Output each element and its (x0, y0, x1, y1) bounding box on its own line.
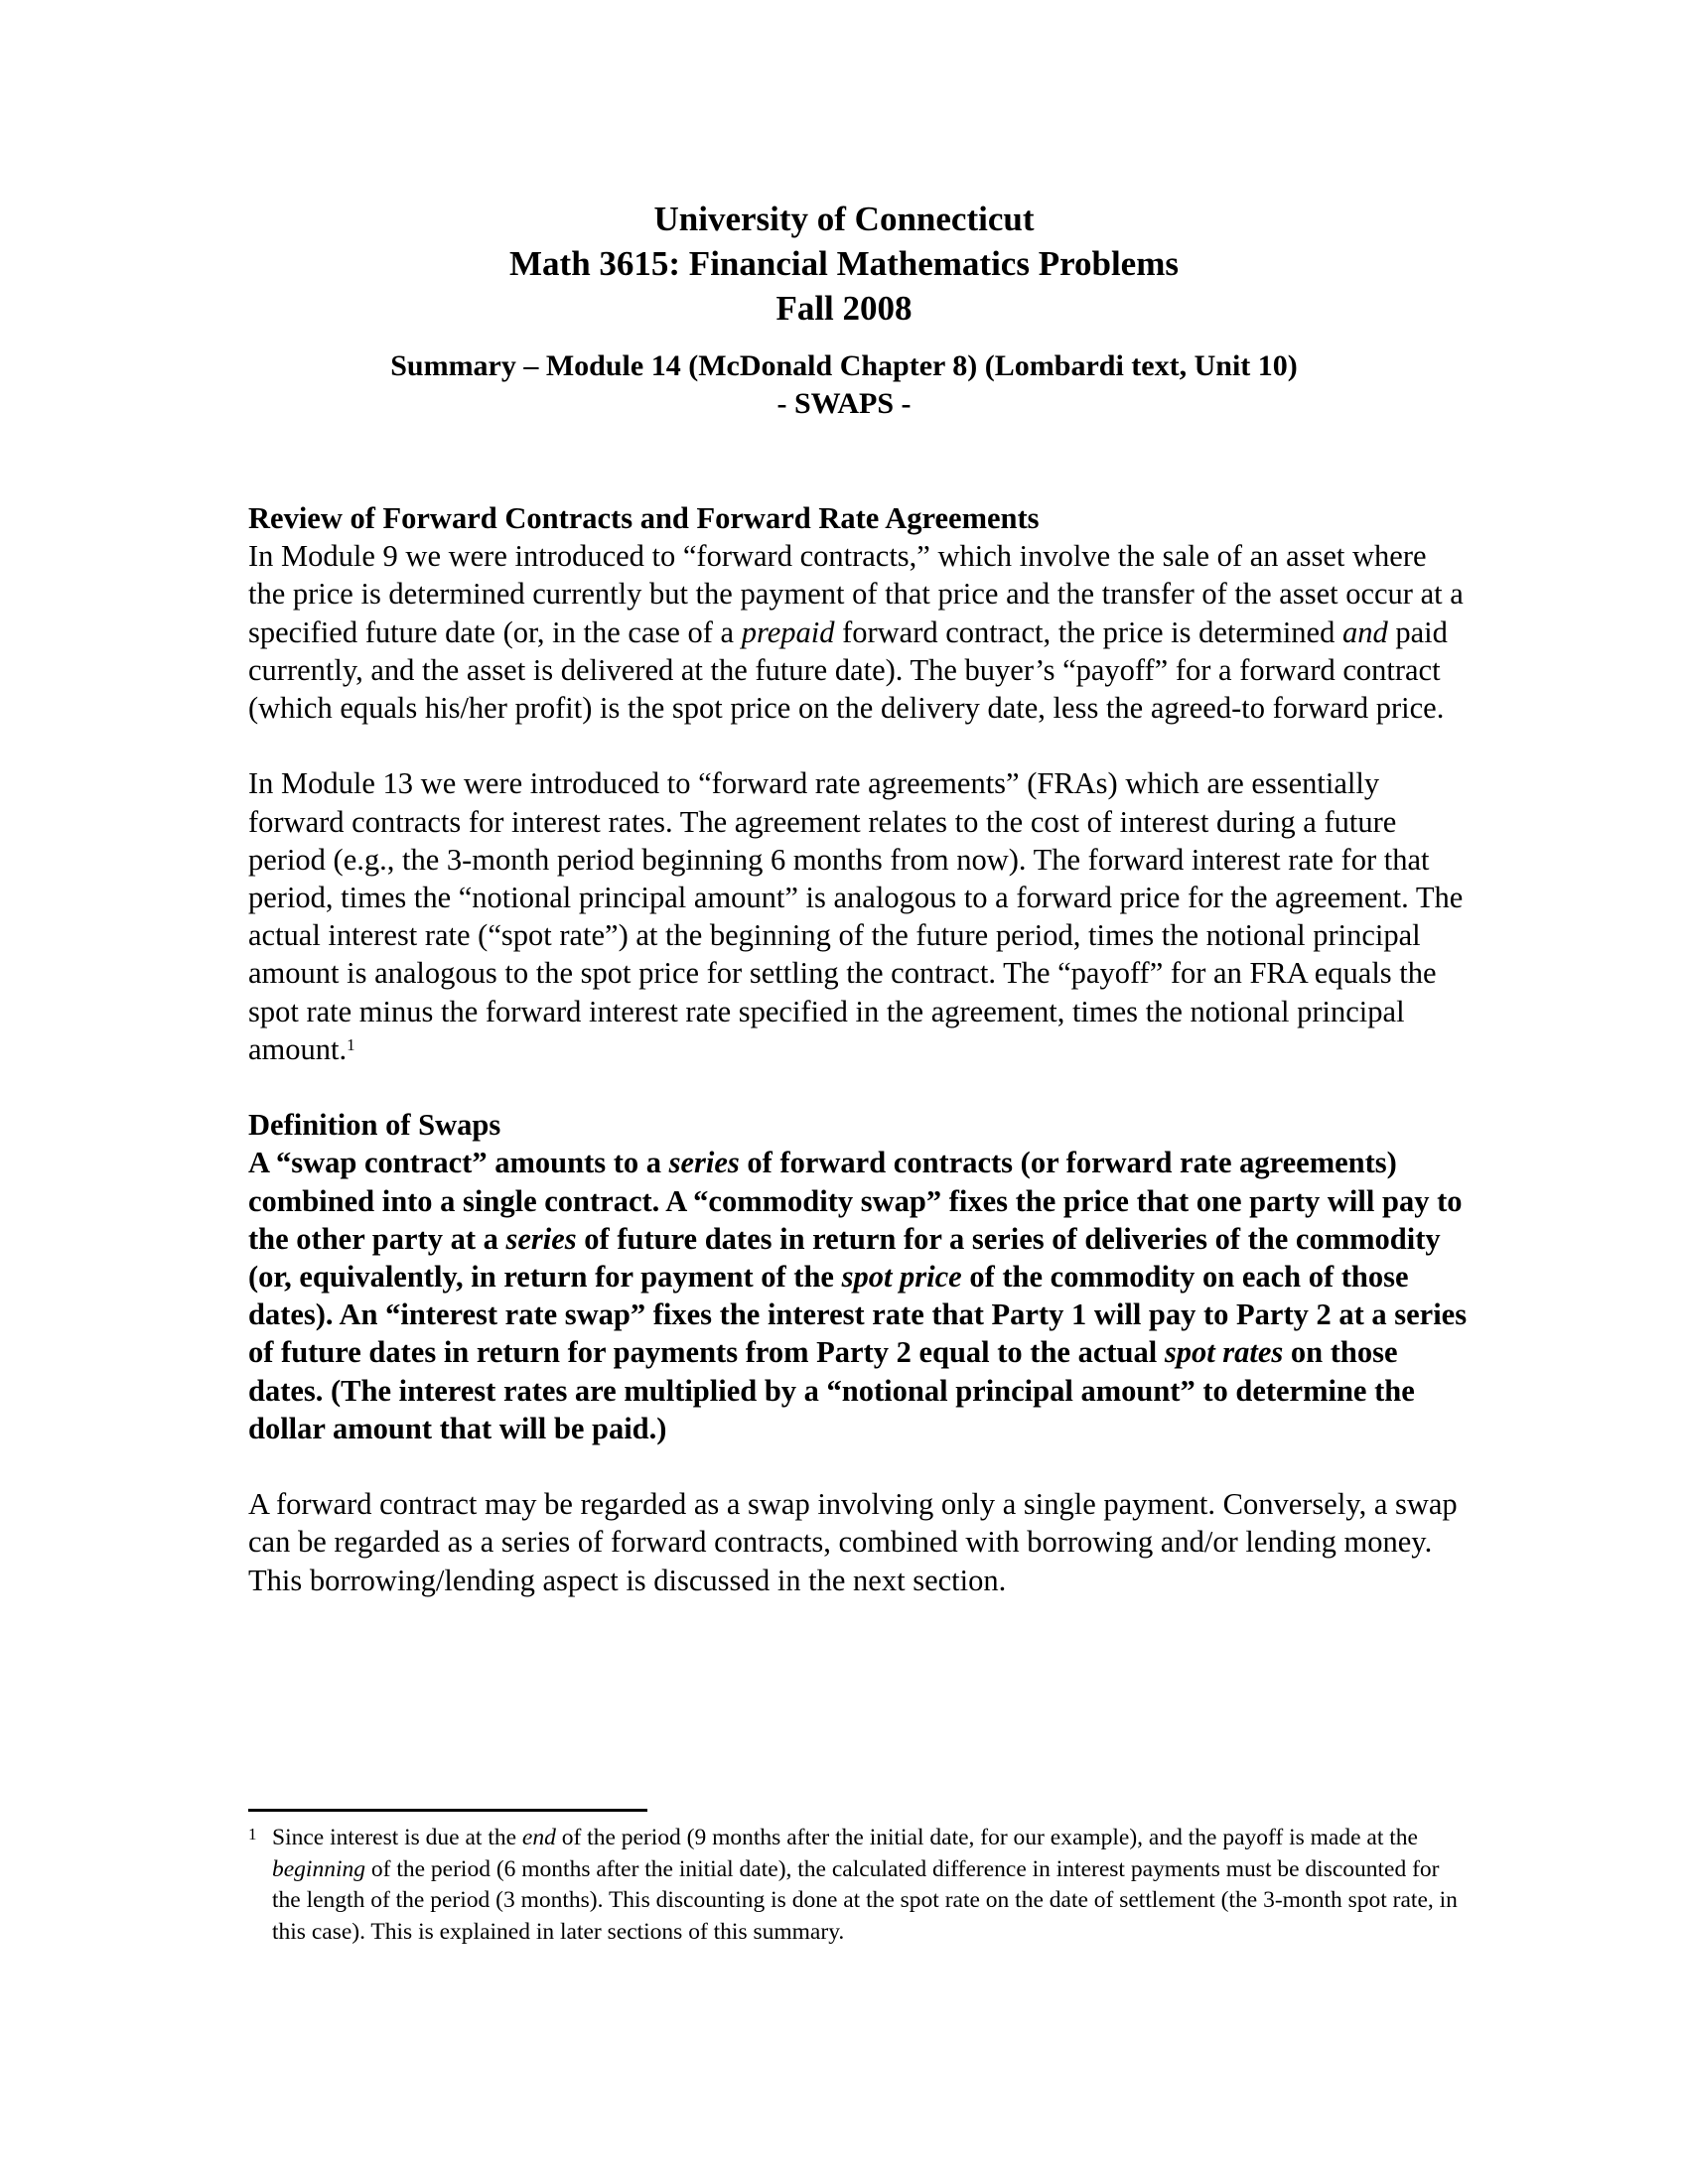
text-run: paid currently, and the asset is delivered at the future date). The buyer’s “payoff” for a forward contract (which equals his/her profit) is the spot price on the delivery date, less the agreed-to forward price. (248, 614, 1448, 726)
section-heading-definition: Definition of Swaps (248, 1108, 501, 1143)
text-run: of the commodity on each of those dates). An “interest rate swap” fixes the interest rate that Party 1 will pay to Party 2 at a series of future dates in return for payments from Party 2 equal to the actual (248, 1260, 1468, 1370)
text-run: on those dates. (The interest rates are multiplied by a “notional principal amount” to determine the dollar amount that will be paid.) (248, 1335, 1415, 1445)
text-run: of forward contracts (or forward rate agreements) combined into a single contract. A “commodity swap” fixes the price that one party will pay to the other party at a (248, 1146, 1463, 1256)
title-course: Math 3615: Financial Mathematics Problems (509, 244, 1179, 283)
title-term: Fall 2008 (775, 289, 913, 328)
footnote-reference[interactable]: 1 (347, 1034, 355, 1054)
emphasis-spot-rates: spot rates (1164, 1335, 1284, 1370)
paragraph-swap-definition (248, 1144, 1470, 1447)
section-heading-review: Review of Forward Contracts and Forward Rate Agreements (248, 501, 1040, 535)
emphasis-series: series (668, 1146, 740, 1180)
footnote-mark: 1 (248, 1825, 257, 1843)
emphasis-beginning: beginning (272, 1855, 365, 1882)
paragraph-forward-contracts (248, 537, 1470, 727)
document-subtitle (0, 347, 1688, 423)
emphasis-and: and (1341, 614, 1388, 649)
text-run: forward contract, the price is determined (834, 614, 1342, 649)
emphasis-end: end (521, 1825, 556, 1850)
text-run: of future dates in return for a series of deliveries of the commodity (or, equivalently, in return for payment of the (248, 1221, 1441, 1295)
footnote-divider (248, 1809, 647, 1812)
text-run: In Module 13 we were introduced to “forward rate agreements” (FRAs) which are essentially forward contracts for interest rates. The agreement relates to the cost of interest during a future period (e.g., the 3-month period beginning 6 months from now). The forward interest rate for that period, times the “notional principal amount” is analogous to a forward price for the agreement. The actual interest rate (“spot rate”) at the beginning of the future period, times the notional principal amount is analogous to the spot price for settling the contract. The “payoff” for an FRA equals the spot rate minus the forward interest rate specified in the agreement, times the notional principal amount. (248, 766, 1464, 1066)
title-university: University of Connecticut (653, 200, 1035, 238)
emphasis-prepaid: prepaid (741, 614, 835, 649)
document-title (0, 197, 1688, 331)
text-run: A “swap contract” amounts to a (248, 1146, 669, 1180)
subtitle-module: Summary – Module 14 (McDonald Chapter 8) (Lombardi text, Unit 10) (390, 349, 1298, 382)
subtitle-topic: - SWAPS - (776, 387, 912, 420)
text-run: Since interest is due at the (272, 1825, 522, 1850)
paragraph-fras (248, 764, 1470, 1068)
paragraph-forward-as-swap: A forward contract may be regarded as a swap involving only a single payment. Conversely, a swap can be regarded as a series of forward contracts, combined with borrowing and/or lending money. This borrowing/lending aspect is discussed in the next section. (248, 1487, 1458, 1597)
text-run: of the period (6 months after the initial date), the calculated difference in interest payments must be discounted for the length of the period (3 months). This discounting is done at the spot rate on the date of settlement (the 3-month spot rate, in this case). This is explained in later sections of this summary. (272, 1855, 1458, 1945)
text-run: of the period (9 months after the initial date, for our example), and the payoff is made at the (555, 1825, 1418, 1850)
emphasis-spot-price: spot price (841, 1260, 962, 1295)
emphasis-series: series (505, 1221, 577, 1256)
footnote-text (272, 1823, 1470, 1948)
document-body (248, 499, 1470, 1599)
footnote-1 (248, 1823, 1470, 1948)
text-run: In Module 9 we were introduced to “forward contracts,” which involve the sale of an asset where the price is determined currently but the payment of that price and the transfer of the asset occur at a specified future date (or, in the case of a (248, 539, 1464, 649)
